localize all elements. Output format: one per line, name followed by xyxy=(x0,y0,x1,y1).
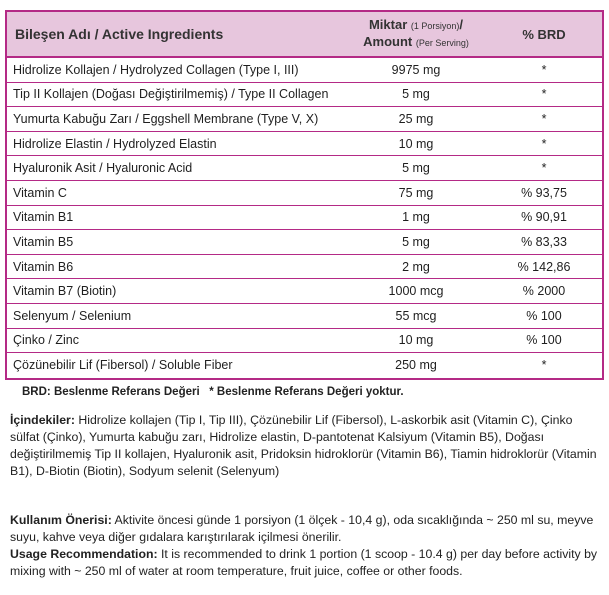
ingredient-name: Vitamin B7 (Biotin) xyxy=(13,284,117,299)
ingredient-amount: 5 mg xyxy=(402,87,430,102)
table-row xyxy=(7,181,602,206)
ingredient-name: Çinko / Zinc xyxy=(13,333,79,348)
ingredient-brd: % 90,91 xyxy=(521,210,567,225)
header-amount-tr: Miktar xyxy=(368,17,408,32)
ingredient-brd: % 93,75 xyxy=(521,185,567,200)
ingredient-brd: % 100 xyxy=(526,308,562,323)
table-row xyxy=(7,304,602,329)
usage-en xyxy=(10,546,602,580)
header-amount xyxy=(346,12,486,56)
ingredient-amount: 5 mg xyxy=(402,234,430,249)
ingredient-brd: * xyxy=(541,136,547,151)
ingredient-brd: * xyxy=(541,87,547,102)
ingredient-amount: 10 mg xyxy=(398,333,434,348)
table-row xyxy=(7,230,602,255)
ingredient-name: Hidrolize Elastin / Hydrolyzed Elastin xyxy=(13,136,217,151)
ingredient-name: Hidrolize Kollajen / Hydrolyzed Collagen (Type I, III) xyxy=(13,62,299,77)
table-row xyxy=(7,329,602,354)
table-row xyxy=(7,353,602,378)
table-row xyxy=(7,255,602,280)
ingredients-body: Hidrolize kollajen (Tip I, Tip III), Çözünebilir Lif (Fibersol), L-askorbik asit (Vitamin C), Çinko sülfat (Çinko), Yumurta kabuğu zarı, Hidrolize elastin, D-pantotenat Kalsiyum (Vitamin B5), Doğası değiştirilmemiş Tip II kollajen, Hyaluronik asit, Pridoksin hidroklorür (Vitamin B6), Tiamin hidroklorür (Vitamin B1), D-Biotin (Biotin), Sodyum selenit (Selenyum) xyxy=(10,413,597,478)
usage-en-body: It is recommended to drink 1 portion (1 scoop - 10.4 g) per day before activity by mixing with ~ 250 ml of water at room temperature, fruit juice, coffee or other foods. xyxy=(10,547,598,578)
ingredient-name: Vitamin B1 xyxy=(13,210,74,225)
header-amount-slash: / xyxy=(459,17,464,32)
ingredient-name: Selenyum / Selenium xyxy=(13,308,132,323)
ingredient-name: Vitamin B6 xyxy=(13,259,74,274)
brd-legend: BRD: Beslenme Referans Değeri * Beslenme Referans Değeri yoktur. xyxy=(22,386,404,398)
table-row xyxy=(7,132,602,157)
usage-en-label: Usage Recommendation: xyxy=(10,547,158,561)
header-amount-tr-note: (1 Porsiyon) xyxy=(410,21,460,31)
table-row xyxy=(7,58,602,83)
ingredient-amount: 250 mg xyxy=(395,358,437,373)
table-row xyxy=(7,206,602,231)
table-row xyxy=(7,279,602,304)
ingredient-name: Vitamin B5 xyxy=(13,234,74,249)
ingredient-name: Yumurta Kabuğu Zarı / Eggshell Membrane (Type V, X) xyxy=(13,111,319,126)
ingredients-text xyxy=(10,412,602,480)
ingredient-name: Vitamin C xyxy=(13,185,67,200)
ingredient-amount: 10 mg xyxy=(398,136,434,151)
ingredient-brd: * xyxy=(541,358,547,373)
usage-tr-body: Aktivite öncesi günde 1 porsiyon (1 ölçek - 10,4 g), oda sıcaklığında ~ 250 ml su, meyve suyu, kahve veya diğer gıdalara karıştırılarak içilmesi önerilir. xyxy=(10,513,594,544)
ingredient-brd: % 2000 xyxy=(522,284,566,299)
ingredient-amount: 55 mcg xyxy=(395,308,437,323)
header-ingredient: Bileşen Adı / Active Ingredients xyxy=(15,26,224,42)
ingredient-brd: % 142,86 xyxy=(517,259,571,274)
table-row xyxy=(7,107,602,132)
header-amount-en: Amount xyxy=(363,34,413,49)
ingredient-amount: 75 mg xyxy=(398,185,434,200)
table-body xyxy=(7,58,602,378)
ingredient-brd: * xyxy=(541,62,547,77)
ingredient-amount: 2 mg xyxy=(402,259,430,274)
ingredient-brd: * xyxy=(541,111,547,126)
table-row xyxy=(7,156,602,181)
ingredient-name: Tip II Kollajen (Doğası Değiştirilmemiş) / Type II Collagen xyxy=(13,87,329,102)
ingredient-amount: 5 mg xyxy=(402,161,430,176)
ingredient-amount: 25 mg xyxy=(398,111,434,126)
ingredient-brd: * xyxy=(541,161,547,176)
usage-tr-label: Kullanım Önerisi: xyxy=(10,513,112,527)
ingredient-amount: 1000 mcg xyxy=(388,284,444,299)
nutrition-table xyxy=(5,10,604,380)
ingredient-amount: 9975 mg xyxy=(391,62,441,77)
ingredient-amount: 1 mg xyxy=(402,210,430,225)
ingredients-label: İçindekiler: xyxy=(10,413,75,427)
ingredient-name: Çözünebilir Lif (Fibersol) / Soluble Fiber xyxy=(13,358,233,373)
header-brd: % BRD xyxy=(522,26,566,42)
ingredient-name: Hyaluronik Asit / Hyaluronic Acid xyxy=(13,161,193,176)
table-header xyxy=(7,12,602,58)
ingredient-brd: % 100 xyxy=(526,333,562,348)
header-amount-en-note: (Per Serving) xyxy=(415,38,469,48)
table-row xyxy=(7,83,602,108)
usage-section xyxy=(10,512,602,580)
ingredient-brd: % 83,33 xyxy=(521,234,567,249)
usage-tr xyxy=(10,512,602,546)
